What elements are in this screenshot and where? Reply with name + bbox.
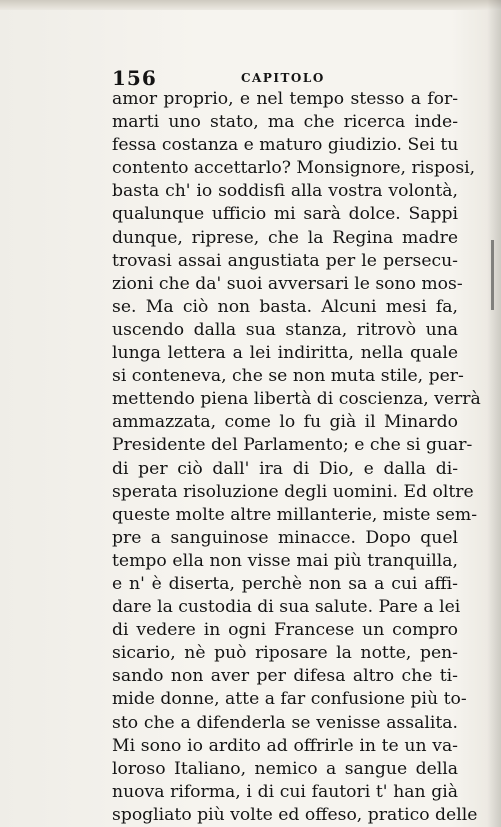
text-line: si conteneva, che se non muta stile, per- — [112, 366, 464, 387]
binding-mark — [491, 240, 494, 310]
text-line: loroso Italiano, nemico a sangue della — [112, 758, 458, 779]
text-line: zioni che da' suoi avversari le sono mos- — [112, 273, 463, 294]
page-top-edge — [0, 0, 501, 10]
text-line: qualunque ufficio mi sarà dolce. Sappi — [112, 204, 458, 225]
text-line: se. Ma ciò non basta. Alcuni mesi fa, — [112, 296, 458, 317]
text-line: fessa costanza e maturo giudizio. Sei tu — [112, 135, 459, 156]
text-line: lunga lettera a lei indiritta, nella quale — [112, 343, 458, 364]
text-line: di per ciò dall' ira di Dio, e dalla di- — [112, 458, 458, 479]
text-line: tempo ella non visse mai più tranquilla, — [112, 550, 458, 571]
text-line: e n' è diserta, perchè non sa a cui affi- — [112, 573, 458, 594]
text-line: nuova riforma, i di cui fautori t' han già — [112, 781, 458, 802]
text-line: sperata risoluzione degli uomini. Ed oltre — [112, 481, 474, 502]
text-line: marti uno stato, ma che ricerca inde- — [112, 112, 458, 133]
text-line: sto che a difenderla se venisse assalita. — [112, 712, 458, 733]
text-line: mettendo piena libertà di coscienza, verrà — [112, 389, 481, 410]
page-right-shadow — [487, 0, 501, 827]
body-text — [112, 88, 481, 827]
text-line: Presidente del Parlamento; e che si guar- — [112, 435, 473, 456]
text-line: trovasi assai angustiata per le persecu- — [112, 250, 458, 271]
text-line: uscendo dalla sua stanza, ritrovò una — [112, 319, 458, 340]
text-line: basta ch' io soddisfi alla vostra volontà, — [112, 181, 458, 202]
page-number: 156 — [112, 66, 157, 90]
text-line: pre a sanguinose minacce. Dopo quel — [112, 527, 458, 548]
text-line: mide donne, atte a far confusione più to- — [112, 689, 467, 710]
text-line: contento accettarlo? Monsignore, risposi, — [112, 158, 476, 179]
text-line: amor proprio, e nel tempo stesso a for- — [112, 89, 458, 109]
text-line: spogliato più volte ed offeso, pratico delle — [112, 804, 478, 825]
text-line: dunque, riprese, che la Regina madre — [112, 227, 458, 248]
text-line: Mi sono io ardito ad offrirle in te un va- — [112, 735, 458, 756]
text-line: ammazzata, come lo fu già il Minardo — [112, 412, 458, 433]
text-line: sicario, nè può riposare la notte, pen- — [112, 643, 458, 664]
text-line: dare la custodia di sua salute. Pare a lei — [112, 597, 461, 618]
text-line: sando non aver per difesa altro che ti- — [112, 666, 458, 687]
text-line: queste molte altre millanterie, miste sem- — [112, 504, 478, 525]
text-line: di vedere in ogni Francese un compro — [112, 620, 458, 641]
running-head: CAPITOLO — [241, 71, 325, 85]
